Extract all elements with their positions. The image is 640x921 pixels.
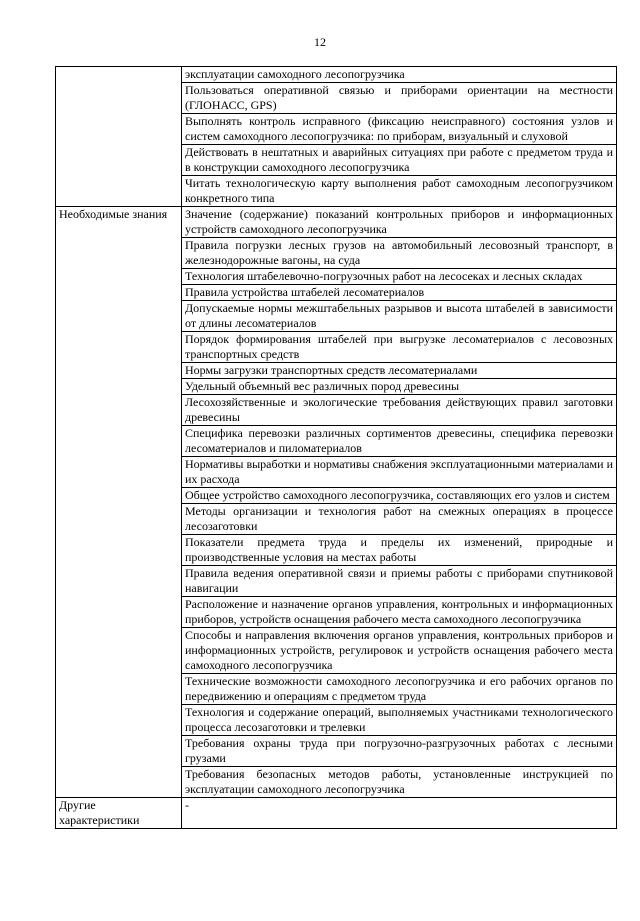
- table-cell: Расположение и назначение органов управления, контрольных и информационных приборов, устройств оснащения рабочего места самоходного лесопогрузчика: [182, 597, 617, 628]
- table-row: [56, 798, 617, 829]
- table-cell: Методы организации и технология работ на смежных операциях в процессе лесозаготовки: [182, 504, 617, 535]
- table-cell: Нормы загрузки транспортных средств лесоматериалами: [182, 363, 617, 379]
- table-cell: Пользоваться оперативной связью и приборами ориентации на местности (ГЛОНАСС, GPS): [182, 83, 617, 114]
- table-cell: Общее устройство самоходного лесопогрузчика, составляющих его узлов и систем: [182, 488, 617, 504]
- section-label-other: Другие характеристики: [56, 798, 182, 829]
- table-cell: Читать технологическую карту выполнения работ самоходным лесопогрузчиком конкретного типа: [182, 176, 617, 207]
- table-cell: Показатели предмета труда и пределы их изменений, природные и производственные условия на местах работы: [182, 535, 617, 566]
- table-cell: Требования безопасных методов работы, установленные инструкцией по эксплуатации самоходного лесопогрузчика: [182, 767, 617, 798]
- page-number: 12: [314, 35, 326, 49]
- table-cell: -: [182, 798, 617, 829]
- table-cell: Правила устройства штабелей лесоматериалов: [182, 285, 617, 301]
- table-cell: Технические возможности самоходного лесопогрузчика и его рабочих органов по передвижению и операциям с предметом труда: [182, 674, 617, 705]
- table-cell: Допускаемые нормы межштабельных разрывов и высота штабелей в зависимости от длины лесоматериалов: [182, 301, 617, 332]
- table-cell: Правила ведения оперативной связи и приемы работы с приборами спутниковой навигации: [182, 566, 617, 597]
- table-cell: Требования охраны труда при погрузочно-разгрузочных работах с лесными грузами: [182, 736, 617, 767]
- table-row: [56, 207, 617, 238]
- section-label-knowledge: Необходимые знания: [56, 207, 182, 798]
- table-cell: Действовать в нештатных и аварийных ситуациях при работе с предметом труда и в конструкции самоходного лесопогрузчика: [182, 145, 617, 176]
- table-cell: Способы и направления включения органов управления, контрольных приборов и информационных устройств, регулировок и устройств оснащения рабочего места самоходного лесопогрузчика: [182, 628, 617, 674]
- table-cell: Нормативы выработки и нормативы снабжения эксплуатационными материалами и их расхода: [182, 457, 617, 488]
- table-cell: Удельный объемный вес различных пород древесины: [182, 379, 617, 395]
- empty-label-cell: [56, 67, 182, 207]
- table-cell: Значение (содержание) показаний контрольных приборов и информационных устройств самоходного лесопогрузчика: [182, 207, 617, 238]
- table-cell: эксплуатации самоходного лесопогрузчика: [182, 67, 617, 83]
- qualification-table: [55, 66, 617, 829]
- table-cell: Технология штабелевочно-погрузочных работ на лесосеках и лесных складах: [182, 269, 617, 285]
- table-cell: Технология и содержание операций, выполняемых участниками технологического процесса лесозаготовки и трелевки: [182, 705, 617, 736]
- table-cell: Правила погрузки лесных грузов на автомобильный лесовозный транспорт, в железнодорожные вагоны, на суда: [182, 238, 617, 269]
- table-cell: Выполнять контроль исправного (фиксацию неисправного) состояния узлов и систем самоходного лесопогрузчика: по приборам, визуальный и слуховой: [182, 114, 617, 145]
- table-cell: Лесохозяйственные и экологические требования действующих правил заготовки древесины: [182, 395, 617, 426]
- table-cell: Порядок формирования штабелей при выгрузке лесоматериалов с лесовозных транспортных средств: [182, 332, 617, 363]
- table-row: [56, 67, 617, 83]
- table-cell: Специфика перевозки различных сортиментов древесины, специфика перевозки лесоматериалов и пиломатериалов: [182, 426, 617, 457]
